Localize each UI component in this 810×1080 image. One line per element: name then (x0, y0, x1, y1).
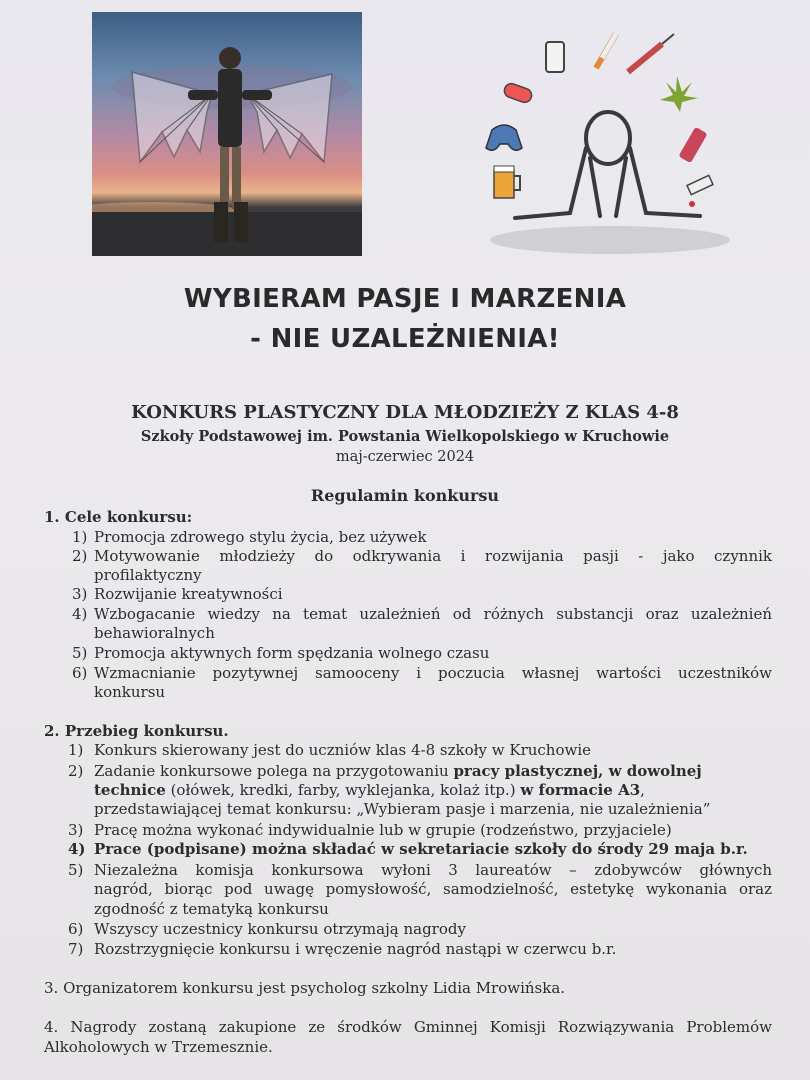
section1-item6-line1: Wzmacnianie pozytywnej samooceny i poczucia własnej wartości uczestników (94, 664, 772, 682)
beer-icon (494, 166, 520, 198)
main-title-line2: - NIE UZALEŻNIENIA! (250, 324, 560, 354)
section2-item1-num: 1) (68, 741, 84, 759)
section2-item2-line3: przedstawiającej temat konkursu: „Wybieram pasje i marzenia, nie uzależnienia” (94, 800, 711, 818)
winged-person-photo (92, 12, 362, 256)
section2-heading: 2. Przebieg konkursu. (44, 722, 229, 740)
section2-item5-line3: zgodność z tematyką konkursu (94, 900, 329, 918)
section2-item5-line1: Niezależna komisja konkursowa wyłoni 3 laureatów – zdobywców głównych (94, 861, 772, 879)
section4-line1: 4. Nagrody zostaną zakupione ze środków Gminnej Komisji Rozwiązywania Problemów (44, 1018, 772, 1036)
school-name: Szkoły Podstawowej im. Powstania Wielkopolskiego w Kruchowie (140, 428, 670, 445)
rules-heading: Regulamin konkursu (310, 486, 500, 505)
section2-item5-num: 5) (68, 861, 84, 879)
section2-item2-num: 2) (68, 762, 84, 780)
syringe-icon (628, 34, 674, 72)
section1-item4-num: 4) (72, 605, 88, 623)
section2-item4-num: 4) (68, 840, 86, 858)
section2-item1: Konkurs skierowany jest do uczniów klas 4-8 szkoły w Kruchowie (94, 741, 592, 759)
gamepad-icon (486, 125, 522, 150)
section2-item4: Prace (podpisane) można składać w sekretariacie szkoły do środy 29 maja b.r. (94, 840, 748, 858)
section4-line2: Alkoholowych w Trzemesznie. (44, 1038, 273, 1056)
section1-item3-num: 3) (72, 585, 88, 603)
contest-dates: maj-czerwiec 2024 (335, 449, 475, 465)
section1-item6-num: 6) (72, 664, 88, 682)
section1-item4-line2: behawioralnych (94, 624, 215, 642)
razor-blade-icon (687, 175, 713, 207)
section2-item7-num: 7) (68, 940, 84, 958)
section2-item2-line1: Zadanie konkursowe polega na przygotowaniu pracy plastycznej, w dowolnej (94, 762, 702, 780)
section2-item3: Pracę można wykonać indywidualnie lub w grupie (rodzeństwo, przyjaciele) (94, 821, 672, 839)
section2-item6-num: 6) (68, 920, 84, 938)
section1-item5: Promocja aktywnych form spędzania wolnego czasu (94, 644, 490, 662)
section1-item5-num: 5) (72, 644, 88, 662)
section1-item2-line2: profilaktyczny (94, 566, 202, 584)
section2-item5-line2: nagród, biorąc pod uwagę pomysłowość, samodzielność, estetykę wykonania oraz (94, 880, 772, 898)
addiction-illustration (470, 28, 740, 256)
section2-item2-line2: technice (ołówek, kredki, farby, wyklejanka, kolaż itp.) w formacie A3, (94, 781, 645, 799)
section1-item1: Promocja zdrowego stylu życia, bez używek (94, 528, 427, 546)
section1-item3: Rozwijanie kreatywności (94, 585, 283, 603)
section1-item6-line2: konkursu (94, 683, 166, 701)
section3-organizer: 3. Organizatorem konkursu jest psycholog szkolny Lidia Mrowińska. (44, 979, 566, 997)
section1-item2-num: 2) (72, 547, 88, 565)
leaf-icon (660, 76, 698, 112)
phone-icon (546, 42, 564, 72)
section2-item7: Rozstrzygnięcie konkursu i wręczenie nagród nastąpi w czerwcu b.r. (94, 940, 617, 958)
section1-item2-line1: Motywowanie młodzieży do odkrywania i rozwijania pasji - jako czynnik (94, 547, 772, 565)
section1-item4-line1: Wzbogacanie wiedzy na temat uzależnień od różnych substancji oraz uzależnień (94, 605, 772, 623)
main-title-line1: WYBIERAM PASJE I MARZENIA (183, 284, 627, 314)
bottle-icon (678, 127, 707, 163)
pill-icon (502, 82, 533, 105)
cigarette-icon (596, 34, 616, 68)
section2-item3-num: 3) (68, 821, 84, 839)
section1-item1-num: 1) (72, 528, 88, 546)
contest-heading: KONKURS PLASTYCZNY DLA MŁODZIEŻY Z KLAS 4-8 (131, 402, 679, 423)
head-in-hands-icon (515, 112, 700, 218)
section1-heading: 1. Cele konkursu: (44, 508, 193, 526)
section2-item6: Wszyscy uczestnicy konkursu otrzymają nagrody (94, 920, 466, 938)
